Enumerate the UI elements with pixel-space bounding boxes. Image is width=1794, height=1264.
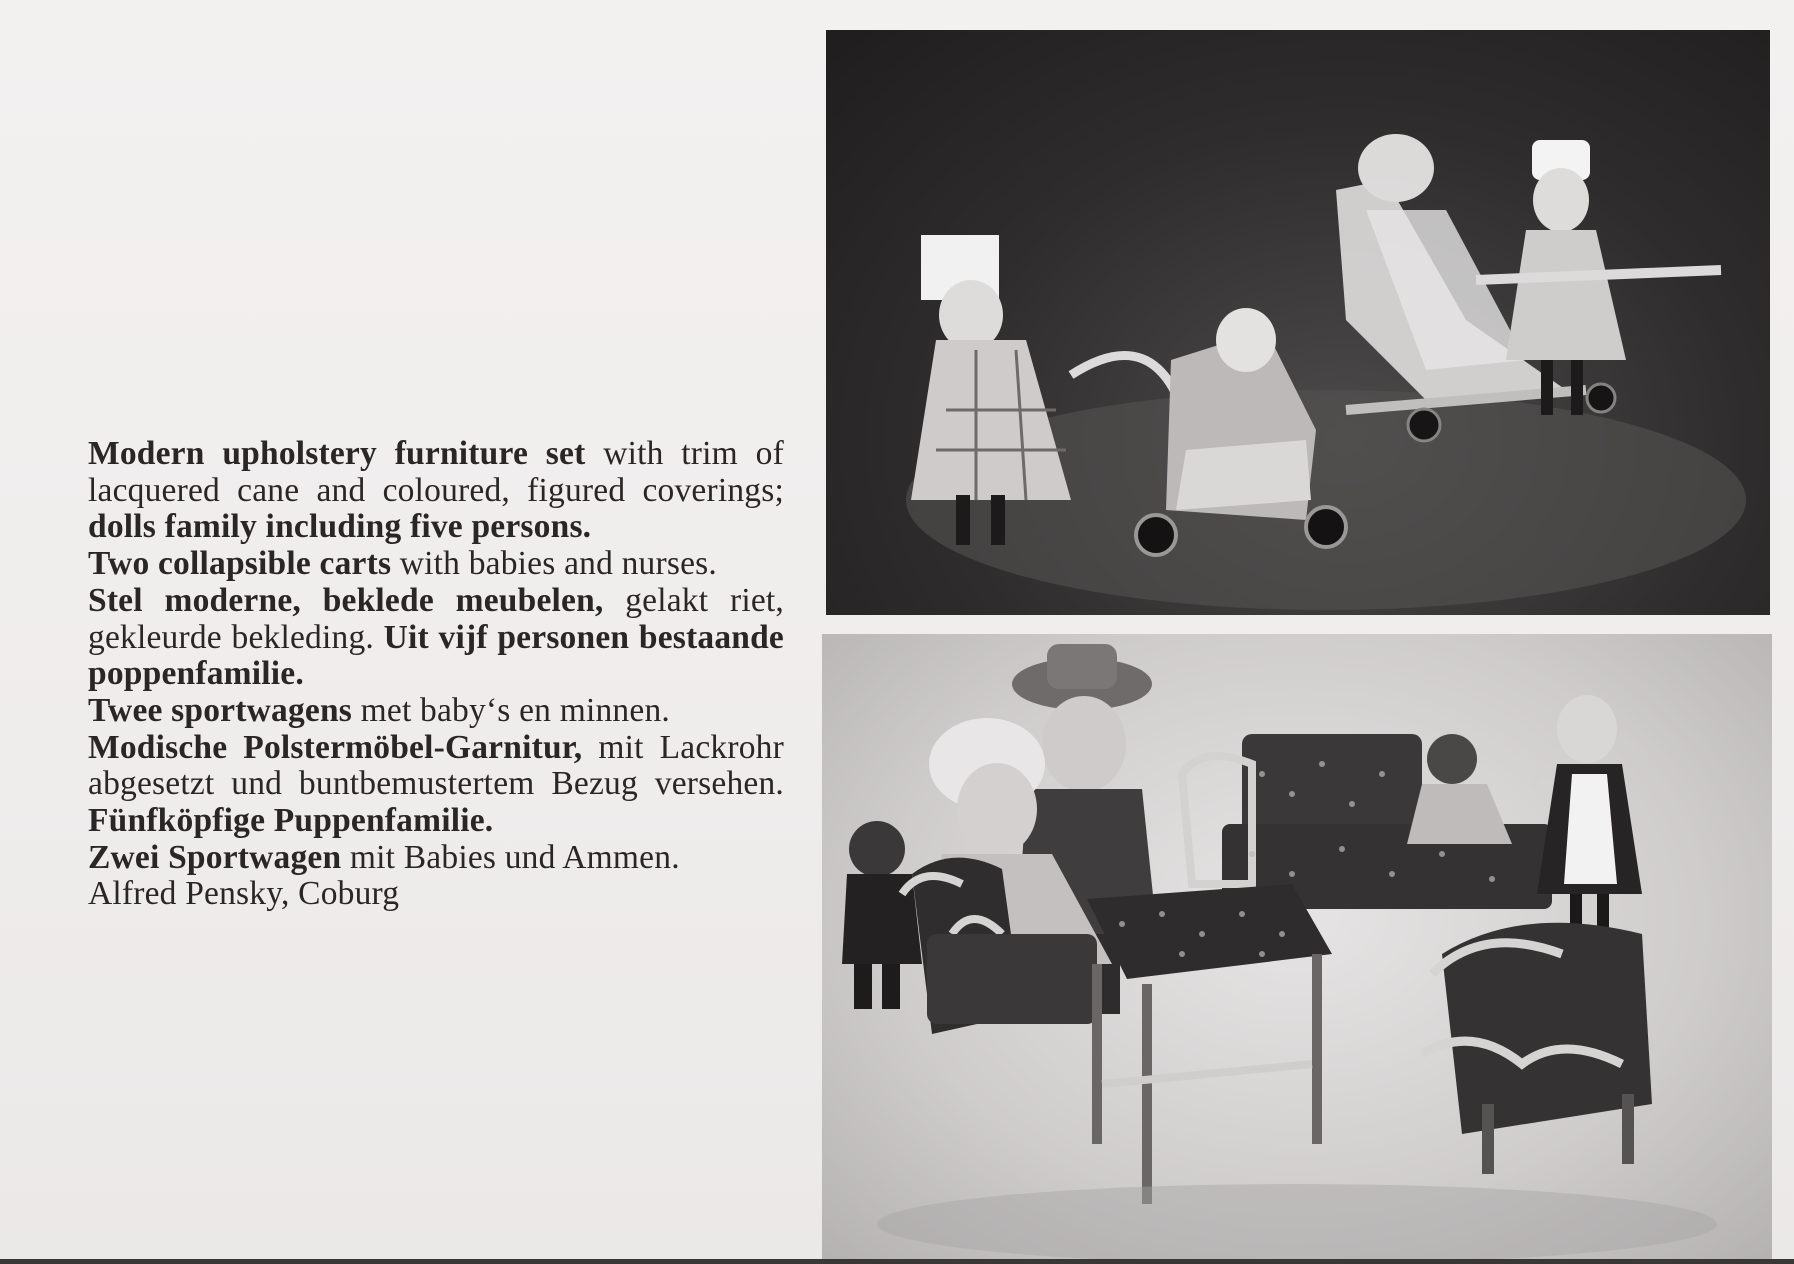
- photo-furniture-set: [822, 634, 1772, 1264]
- nurse-left: [911, 235, 1071, 545]
- caption-en-carts-title: Two collapsible carts: [88, 545, 392, 583]
- armchair-right: [1422, 923, 1652, 1174]
- caption-en-carts-text: with babies and nurses.: [391, 545, 717, 583]
- caption-en-furniture-text: with trim of lacquered cane and coloured, figured coverings;: [88, 435, 784, 509]
- manufacturer-credit: Alfred Pensky, Coburg: [88, 875, 400, 913]
- coffee-table: [1087, 884, 1332, 1204]
- caption-de-carts-text: mit Babies und Ammen.: [341, 838, 680, 876]
- caption-de-dolls-title: Fünfköpfige Puppenfamilie.: [88, 802, 494, 840]
- caption-de-carts-title: Zwei Sportwagen: [88, 838, 342, 876]
- page-bottom-edge: [0, 1259, 1794, 1264]
- caption-nl-dolls-title: Uit vijf personen bestaande poppenfamilie.: [88, 618, 784, 693]
- caption-nl-furniture-title: Stel moderne, beklede meubelen,: [88, 581, 604, 619]
- product-caption: [88, 436, 784, 913]
- maid-doll: [1537, 695, 1642, 949]
- caption-nl-carts-title: Twee sportwagens: [88, 691, 353, 729]
- seated-doll: [1407, 734, 1512, 844]
- caption-english: [88, 436, 784, 876]
- caption-en-furniture-title: Modern upholstery furniture set: [88, 435, 586, 472]
- caption-nl-furniture-text: gelakt riet, gekleurde bekleding.: [88, 581, 784, 656]
- sofa: [1182, 734, 1582, 909]
- caption-en-dolls-title: dolls family including five persons.: [88, 508, 592, 546]
- caption-nl-carts-text: met baby‘s en minnen.: [352, 691, 670, 729]
- caption-de-furniture-title: Modische Polstermöbel-Garnitur,: [88, 728, 583, 766]
- boy-doll: [842, 821, 922, 1009]
- caption-de-furniture-text: mit Lackrohr abgesetzt und buntbemustertem Bezug versehen.: [88, 728, 784, 803]
- photo-dolls-with-carts-illustration: [826, 30, 1770, 615]
- photo-dolls-with-carts: [826, 30, 1770, 615]
- photo-furniture-set-illustration: [822, 634, 1772, 1264]
